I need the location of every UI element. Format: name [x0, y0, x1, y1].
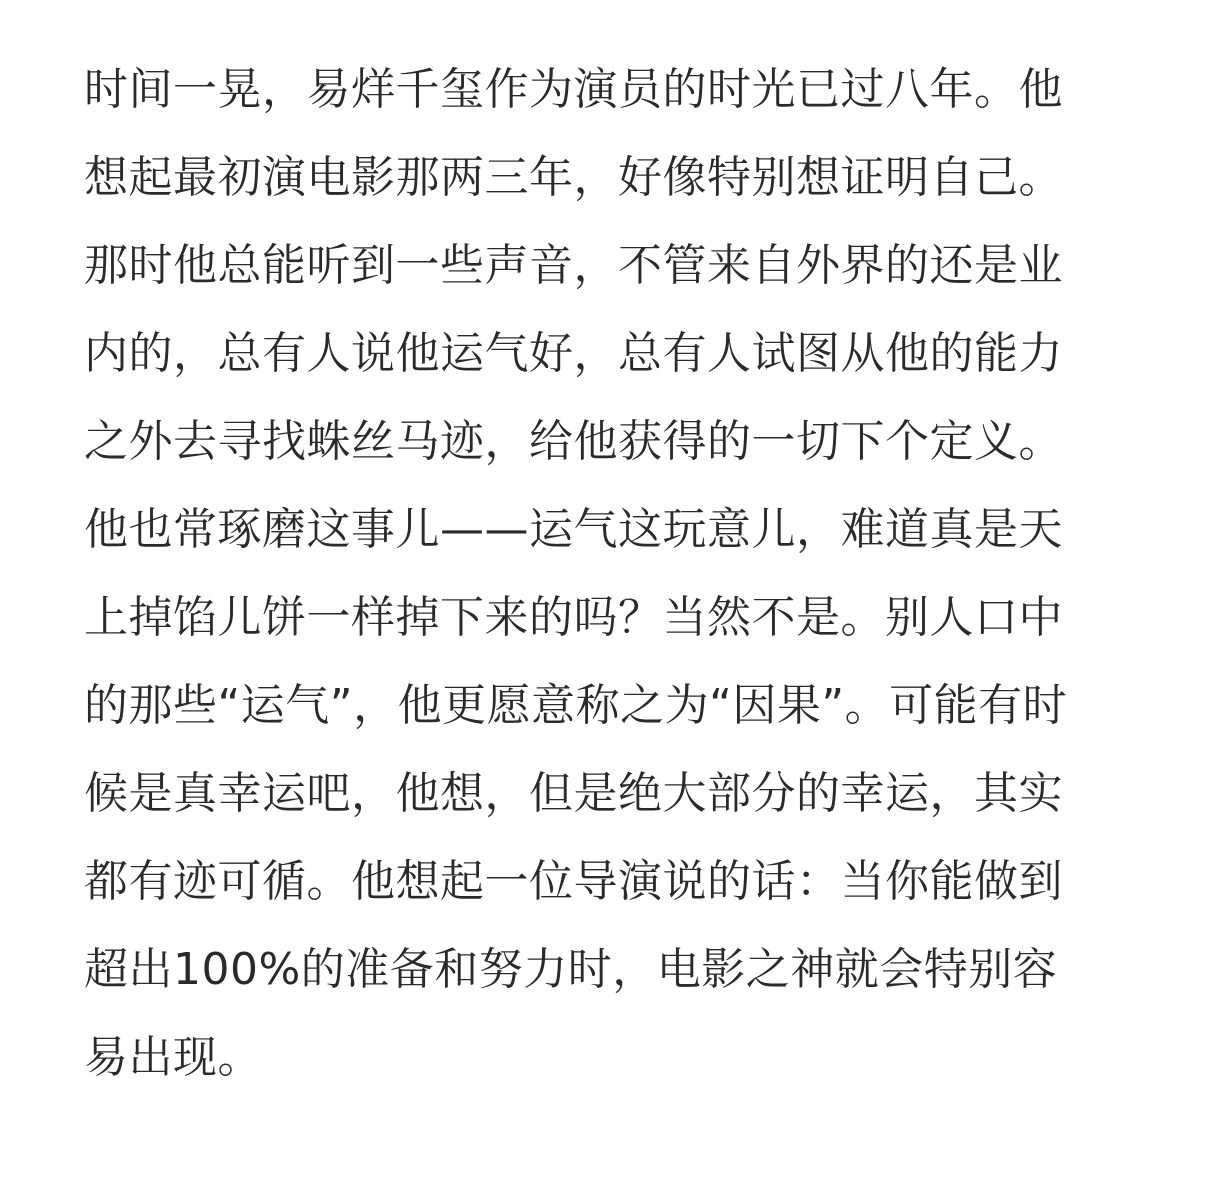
paragraph-line: 易出现。	[84, 1032, 262, 1083]
paragraph-line: 的那些“运气”，他更愿意称之为“因果”。可能有时	[84, 680, 1068, 731]
paragraph-line: 候是真幸运吧，他想，但是绝大部分的幸运，其实	[84, 768, 1063, 819]
article-body	[84, 58, 1144, 1114]
paragraph-line: 他也常琢磨这事儿——运气这玩意儿，难道真是天	[84, 504, 1063, 555]
paragraph-line: 之外去寻找蛛丝马迹，给他获得的一切下个定义。	[84, 416, 1063, 467]
paragraph-line: 都有迹可循。他想起一位导演说的话：当你能做到	[84, 856, 1063, 907]
paragraph-line: 时间一晃，易烊千玺作为演员的时光已过八年。他	[84, 64, 1063, 115]
paragraph-line: 那时他总能听到一些声音，不管来自外界的还是业	[84, 240, 1063, 291]
paragraph-line: 想起最初演电影那两三年，好像特别想证明自己。	[84, 152, 1063, 203]
paragraph-line: 上掉馅儿饼一样掉下来的吗？当然不是。别人口中	[84, 592, 1063, 643]
paragraph-line: 内的，总有人说他运气好，总有人试图从他的能力	[84, 328, 1063, 379]
paragraph-line: 超出100%的准备和努力时，电影之神就会特别容	[84, 944, 1058, 995]
